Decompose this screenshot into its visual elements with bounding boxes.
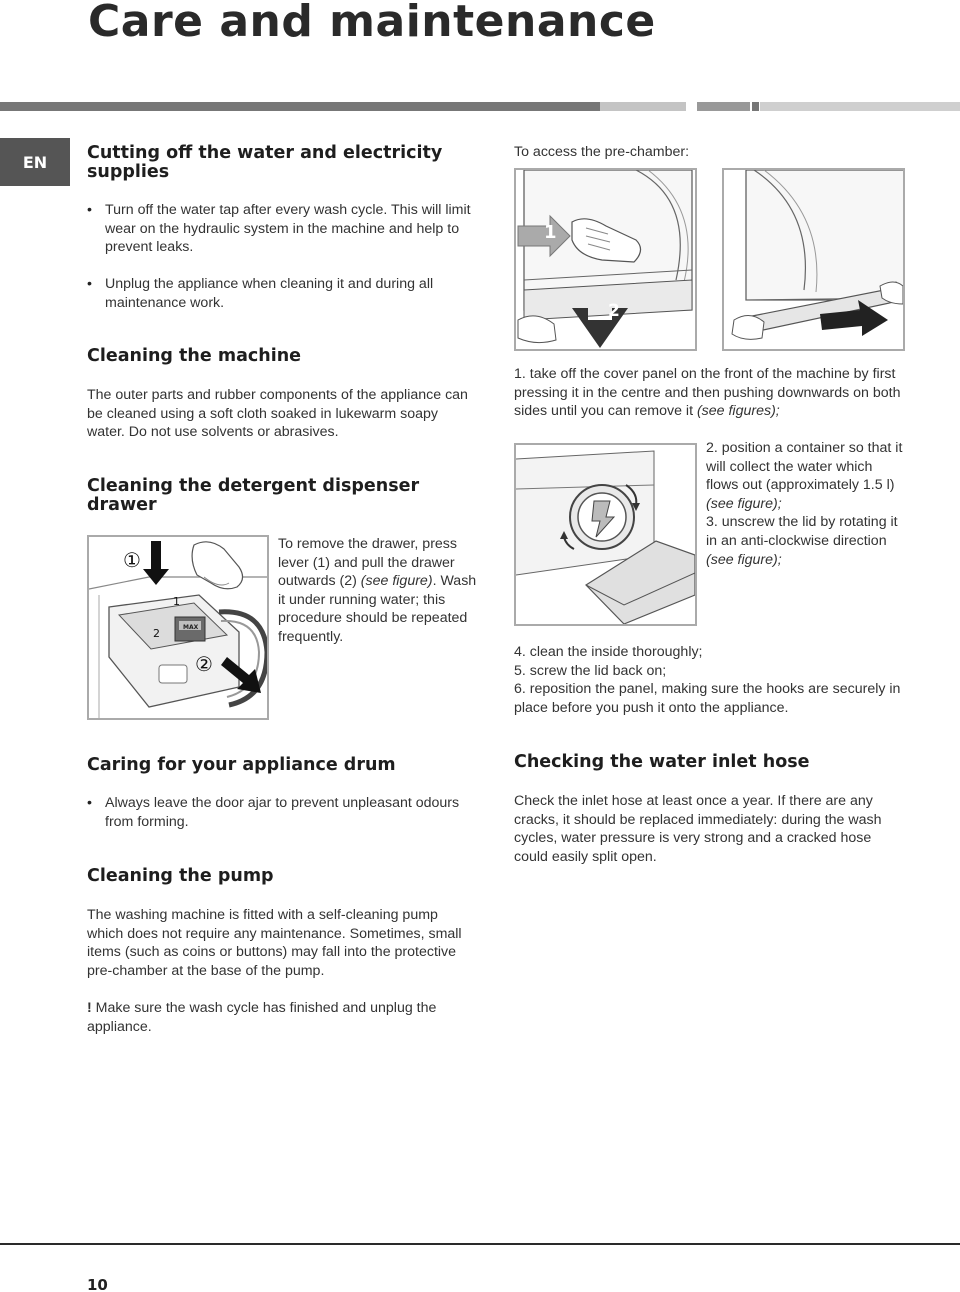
step-1: [514, 365, 906, 421]
header-bar-dark: [0, 102, 600, 111]
step-6: 6. reposition the panel, making sure the hooks are securely in place before you push it onto the appliance.: [514, 681, 901, 716]
page-title: Care and maintenance: [88, 0, 656, 47]
step-5: 5. screw the lid back on;: [514, 663, 667, 679]
page-number: 10: [87, 1276, 108, 1292]
drawer-circle-2: ②: [195, 652, 213, 676]
drawer-instructions: [278, 535, 478, 647]
drawer-text-2: . Wash it under running water; this procedure should be repeated frequently.: [278, 573, 477, 645]
panel-press-figure: [514, 168, 697, 351]
step-2-see-figure: (see figure);: [706, 495, 782, 512]
warning-mark: !: [87, 1000, 92, 1016]
pump-text: The washing machine is fitted with a self-cleaning pump which does not require any maintenance. Sometimes, small items (such as coins or buttons) may fall into the protective pre-chamber at the base of the pump.: [87, 907, 462, 979]
max-label: MAX: [183, 624, 199, 631]
header-bar-small: [752, 102, 759, 111]
header-bar-mid: [697, 102, 750, 111]
drawer-num-1: 1: [173, 595, 180, 608]
panel-remove-figure: [722, 168, 905, 351]
heading-pump: Cleaning the pump: [87, 866, 274, 886]
bullet-turn-off-tap: • Turn off the water tap after every wash cycle. This will limit wear on the hydraulic system in the machine and help to prevent leaks.: [87, 201, 477, 257]
pre-chamber-intro: To access the pre-chamber:: [514, 144, 690, 160]
step-3-see-figure: (see figure);: [706, 551, 782, 568]
drawer-text-1: To remove the drawer, press lever (1) and pull the drawer outwards (2): [278, 536, 457, 590]
step-2-text: 2. position a container so that it will collect the water which flows out (approximately 1.5 l): [706, 440, 903, 494]
cleaning-machine-text: The outer parts and rubber components of the appliance can be cleaned using a soft cloth soaked in lukewarm soapy water. Do not use solvents or abrasives.: [87, 387, 468, 441]
header-bar-light: [600, 102, 686, 111]
heading-cleaning-machine: Cleaning the machine: [87, 346, 302, 366]
inlet-hose-text: Check the inlet hose at least once a year. If there are any cracks, it should be replaced immediately: during the wash cycles, water pressure is very strong and a cracked hose could easily split open.: [514, 793, 882, 865]
language-tab: EN: [0, 138, 70, 186]
steps-2-3: [706, 439, 906, 569]
header-bar-end: [760, 102, 960, 111]
heading-drum: Caring for your appliance drum: [87, 755, 396, 775]
drawer-figure: [87, 535, 269, 720]
step-1-see-figures: (see figures);: [696, 403, 780, 420]
pump-warning: [87, 999, 472, 1036]
bullet-door-ajar: • Always leave the door ajar to prevent unpleasant odours from forming.: [87, 794, 482, 831]
heading-detergent-drawer: Cleaning the detergent dispenser drawer: [87, 476, 420, 515]
heading-water-electricity: Cutting off the water and electricity supplies: [87, 143, 443, 182]
bullet-unplug: • Unplug the appliance when cleaning it and during all maintenance work.: [87, 275, 477, 312]
pump-lid-figure: [514, 443, 697, 626]
step-1-text: 1. take off the cover panel on the front of the machine by first pressing it in the centre and then pushing downwards on both sides until you can remove it: [514, 366, 901, 420]
step-3-text: 3. unscrew the lid by rotating it in an anti-clockwise direction: [706, 514, 898, 549]
fig-num-1: 1: [544, 222, 557, 243]
drawer-num-2: 2: [153, 627, 160, 640]
fig-num-2: 2: [608, 301, 620, 321]
drawer-circle-1: ①: [123, 548, 141, 572]
footer-rule: [0, 1243, 960, 1245]
heading-inlet-hose: Checking the water inlet hose: [514, 752, 810, 772]
drawer-text-see-figure: (see figure): [360, 573, 433, 590]
step-4: 4. clean the inside thoroughly;: [514, 644, 703, 660]
warning-text: Make sure the wash cycle has finished and unplug the appliance.: [87, 1000, 437, 1035]
